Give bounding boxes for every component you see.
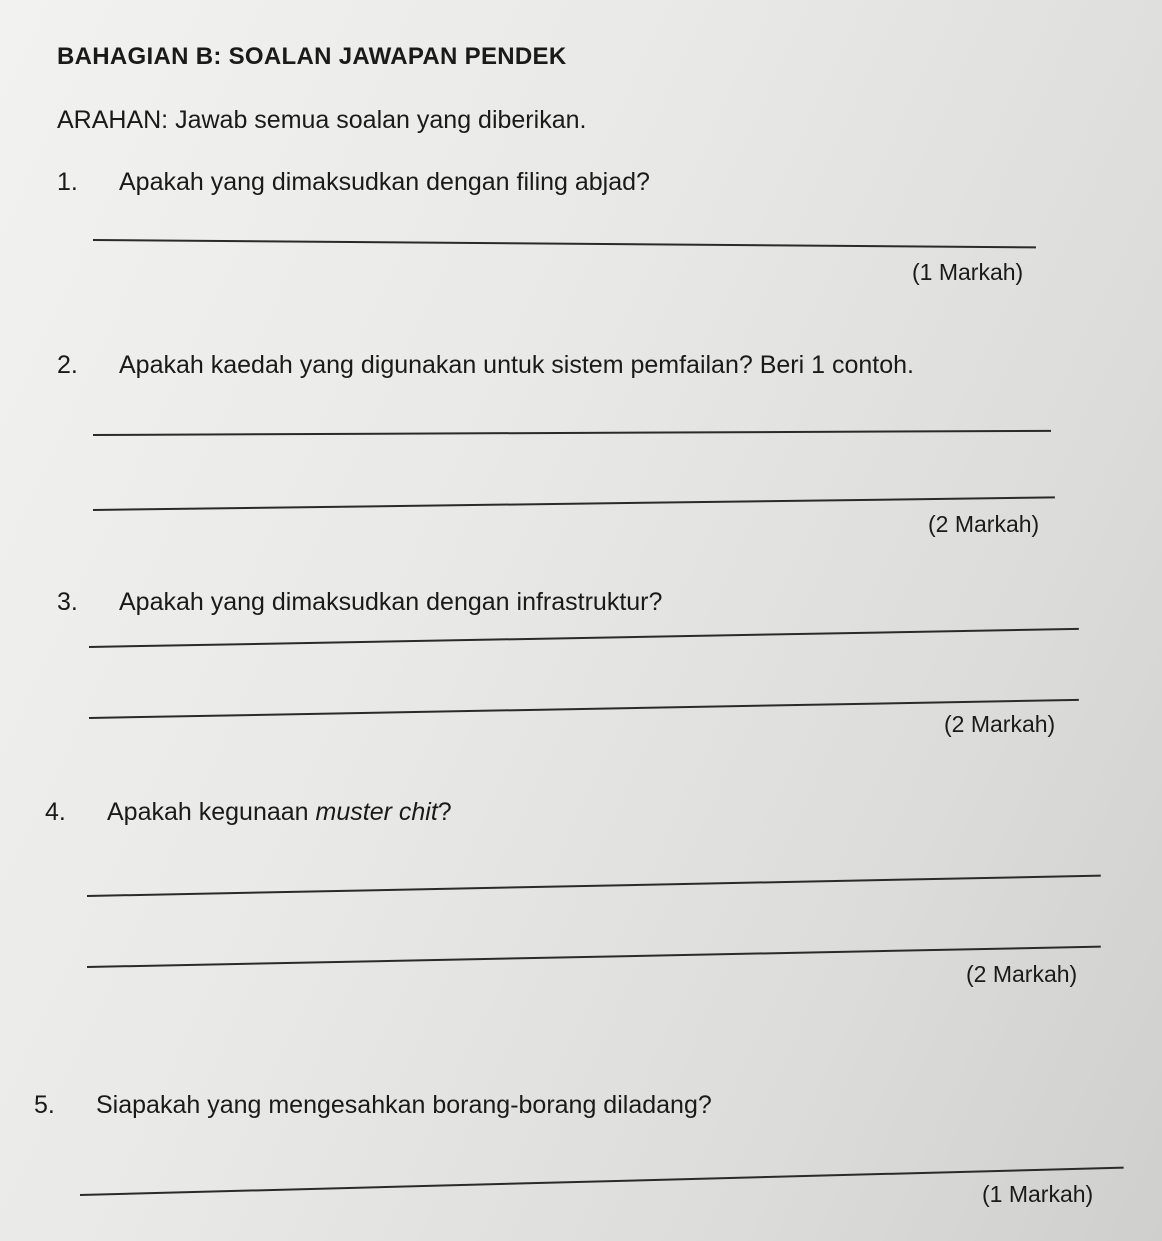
instruction-text: ARAHAN: Jawab semua soalan yang diberikan. [57, 106, 587, 134]
question-1 [57, 170, 650, 195]
question-5 [34, 1093, 712, 1118]
question-3-number: 3. [57, 588, 78, 616]
question-3 [57, 590, 662, 615]
question-2-text: Apakah kaedah yang digunakan untuk sistem pemfailan? Beri 1 contoh. [119, 351, 914, 379]
answer-line-4a[interactable] [87, 875, 1101, 897]
question-3-text: Apakah yang dimaksudkan dengan infrastruktur? [119, 588, 663, 616]
question-5-marks: (1 Markah) [982, 1181, 1094, 1207]
answer-line-2b[interactable] [93, 496, 1055, 511]
answer-line-2a[interactable] [93, 430, 1051, 436]
question-2-marks: (2 Markah) [928, 511, 1040, 537]
question-4 [45, 800, 452, 825]
question-4-marks: (2 Markah) [966, 961, 1078, 987]
question-5-text: Siapakah yang mengesahkan borang-borang diladang? [96, 1091, 712, 1119]
answer-line-5a[interactable] [80, 1167, 1124, 1196]
question-5-number: 5. [34, 1091, 55, 1119]
question-1-number: 1. [57, 168, 78, 196]
question-2 [57, 353, 914, 378]
question-4-text-suffix: ? [437, 798, 452, 826]
answer-line-3a[interactable] [89, 628, 1079, 648]
question-2-number: 2. [57, 351, 78, 379]
question-3-marks: (2 Markah) [944, 711, 1056, 737]
answer-line-1a[interactable] [93, 239, 1036, 248]
question-4-text-prefix: Apakah kegunaan [107, 798, 316, 826]
answer-line-3b[interactable] [89, 699, 1079, 719]
question-4-text-italic: muster chit [315, 798, 438, 826]
question-4-number: 4. [45, 798, 66, 826]
answer-line-4b[interactable] [87, 946, 1101, 968]
section-title: BAHAGIAN B: SOALAN JAWAPAN PENDEK [57, 43, 567, 70]
question-1-marks: (1 Markah) [912, 259, 1024, 285]
question-1-text: Apakah yang dimaksudkan dengan filing abjad? [119, 168, 650, 196]
